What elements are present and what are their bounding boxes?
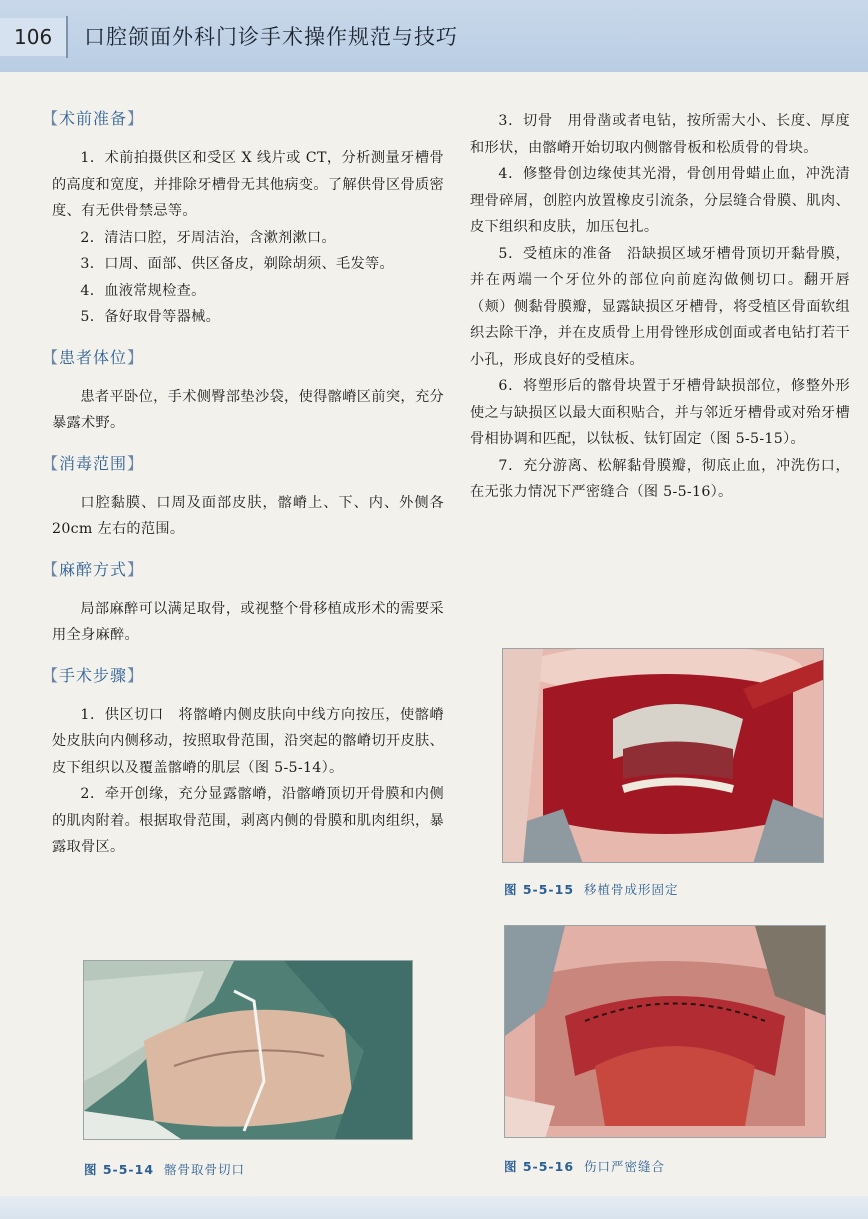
figure-wound-sutured-photo [504, 925, 826, 1138]
step-4: 4．修整骨创边缘使其光滑，骨创用骨蜡止血，冲洗清理骨碎屑，创腔内放置橡皮引流条，分层缝合骨膜、肌肉、皮下组织和皮肤，加压包扎。 [470, 166, 850, 235]
figure-caption-14: 图 5-5-14 髂骨取骨切口 [84, 1162, 246, 1177]
preop-item-3: 3．口周、面部、供区备皮，剃除胡须、毛发等。 [80, 256, 394, 272]
disinfection-text: 口腔黏膜、口周及面部皮肤，髂嵴上、下、内、外侧各 20cm 左右的范围。 [52, 494, 444, 537]
step-5: 5．受植床的准备 沿缺损区域牙槽骨顶切开黏骨膜，并在两端一个牙位外的部位向前庭沟做侧切口。翻开唇（颊）侧黏骨膜瓣，显露缺损区牙槽骨，将受植区骨面软组织去除干净，并在皮质骨上用骨锉形成创面或者电钻打若干小孔，形成良好的受植床。 [470, 245, 850, 368]
preop-item-5: 5．备好取骨等器械。 [80, 309, 221, 325]
section-heading-anesthesia: 【麻醉方式】 [42, 559, 145, 579]
left-column [42, 100, 444, 861]
step-6: 6．将塑形后的髂骨块置于牙槽骨缺损部位，修整外形使之与缺损区以最大面积贴合，并与邻近牙槽骨或对殆牙槽骨相协调和匹配，以钛板、钛钉固定（图 5-5-15）。 [470, 378, 850, 447]
anesthesia-text: 局部麻醉可以满足取骨，或视整个骨移植成形术的需要采用全身麻醉。 [52, 600, 444, 643]
figure-caption-15: 图 5-5-15 移植骨成形固定 [504, 882, 679, 897]
page-number: 106 [0, 18, 66, 56]
right-column [470, 108, 850, 506]
page-header [0, 0, 868, 72]
figure-graft-fixed-photo [502, 648, 824, 863]
preop-item-4: 4．血液常规检查。 [80, 282, 206, 299]
step-1: 1．供区切口 将髂嵴内侧皮肤向中线方向按压，使髂嵴处皮肤向内侧移动，按照取骨范围，沿突起的髂嵴切开皮肤、皮下组织以及覆盖髂嵴的肌层（图 5-5-14）。 [52, 706, 444, 776]
section-heading-preop: 【术前准备】 [42, 109, 145, 128]
preop-item-1: 1．术前拍摄供区和受区 X 线片或 CT，分析测量牙槽骨的高度和宽度，并排除牙槽骨无其他病变。了解供骨区骨质密度、有无供骨禁忌等。 [52, 150, 444, 219]
step-3: 3．切骨 用骨凿或者电钻，按所需大小、长度、厚度和形状，由髂嵴开始切取内侧髂骨板和松质骨的骨块。 [470, 113, 850, 156]
step-2: 2．牵开创缘，充分显露髂嵴，沿髂嵴顶切开骨膜和内侧的肌肉附着。根据取骨范围，剥离内侧的骨膜和肌肉组织，暴露取骨区。 [52, 786, 444, 855]
figure-caption-16: 图 5-5-16 伤口严密缝合 [504, 1159, 666, 1174]
figure-iliac-incision-photo [83, 960, 413, 1140]
section-heading-steps: 【手术步骤】 [42, 665, 145, 685]
step-7: 7．充分游离、松解黏骨膜瓣，彻底止血，冲洗伤口，在无张力情况下严密缝合（图 5-5-16）。 [470, 457, 850, 500]
page-bottom-band [0, 1196, 868, 1219]
running-title: 口腔颌面外科门诊手术操作规范与技巧 [84, 25, 458, 49]
preop-item-2: 2．清洁口腔，牙周洁治，含漱剂漱口。 [80, 229, 337, 246]
position-text: 患者平卧位，手术侧臀部垫沙袋，使得髂嵴区前突，充分暴露术野。 [52, 388, 444, 431]
section-heading-position: 【患者体位】 [42, 347, 145, 367]
section-heading-disinfection: 【消毒范围】 [42, 453, 145, 473]
header-divider [66, 16, 68, 58]
